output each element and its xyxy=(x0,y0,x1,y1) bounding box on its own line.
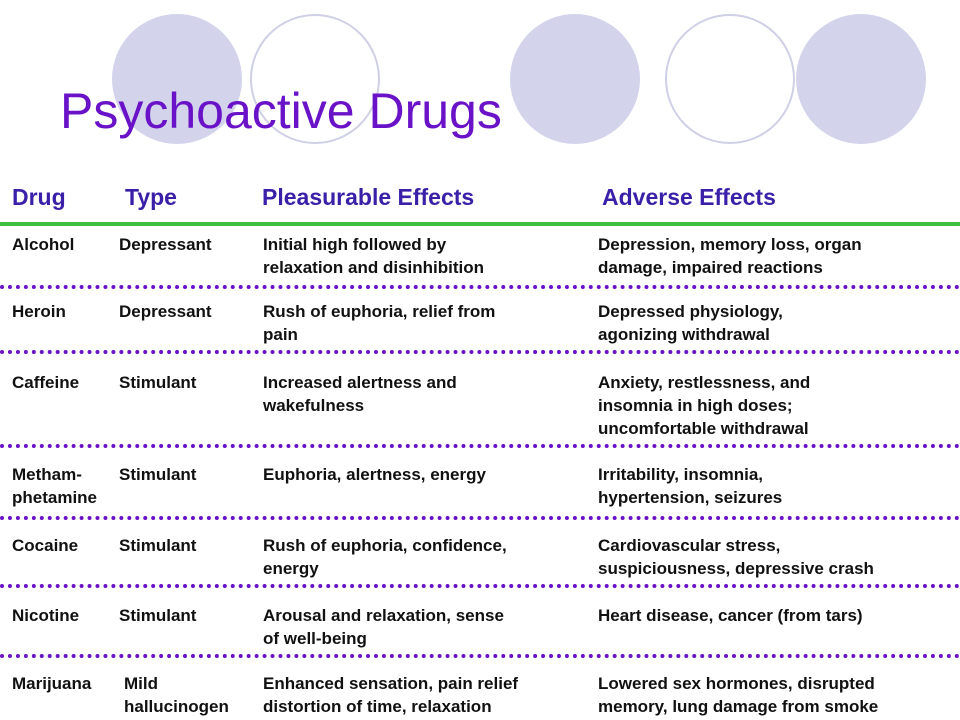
cell-line xyxy=(12,627,79,650)
cell-line xyxy=(12,323,66,346)
cell-line: Depressant xyxy=(119,235,212,254)
cell-adverse xyxy=(598,233,862,279)
cell-pleasurable xyxy=(263,463,486,509)
cell-drug xyxy=(12,300,66,346)
cell-line: Enhanced sensation, pain relief xyxy=(263,674,519,693)
cell-line xyxy=(263,486,486,509)
slide-title: Psychoactive Drugs xyxy=(60,83,502,139)
cell-line xyxy=(119,323,212,346)
cell-pleasurable xyxy=(263,534,507,580)
cell-type xyxy=(119,604,196,650)
cell-line: suspiciousness, depressive crash xyxy=(598,559,874,578)
cell-type xyxy=(119,371,196,417)
cell-line: Euphoria, alertness, energy xyxy=(263,465,486,484)
cell-line: wakefulness xyxy=(263,396,365,415)
cell-line: memory, lung damage from smoke xyxy=(598,697,879,716)
cell-type xyxy=(119,233,212,279)
cell-line: insomnia in high doses; xyxy=(598,396,793,415)
cell-line: Arousal and relaxation, sense xyxy=(263,606,504,625)
cell-line: uncomfortable withdrawal xyxy=(598,419,809,438)
cell-adverse xyxy=(598,672,878,718)
cell-line: relaxation and disinhibition xyxy=(263,258,485,277)
cell-pleasurable xyxy=(263,672,518,718)
decorative-circle xyxy=(510,14,640,144)
cell-line: Marijuana xyxy=(12,674,92,693)
cell-line: Cardiovascular stress, xyxy=(598,536,781,555)
cell-line: Rush of euphoria, confidence, xyxy=(263,536,507,555)
cell-line: energy xyxy=(263,559,319,578)
cell-drug xyxy=(12,604,79,650)
cell-type xyxy=(119,534,196,580)
decorative-circle xyxy=(796,14,926,144)
cell-line: pain xyxy=(263,325,298,344)
cell-type xyxy=(119,672,229,718)
cell-line xyxy=(598,627,863,650)
cell-line: Irritability, insomnia, xyxy=(598,465,763,484)
cell-line: Heroin xyxy=(12,302,66,321)
cell-drug xyxy=(12,672,91,718)
table-header xyxy=(0,184,960,214)
row-divider xyxy=(0,350,960,354)
cell-line xyxy=(12,394,79,417)
cell-line: of well-being xyxy=(263,629,367,648)
cell-type xyxy=(119,300,212,346)
cell-line: Cocaine xyxy=(12,536,79,555)
cell-pleasurable xyxy=(263,233,484,279)
row-divider xyxy=(0,444,960,448)
cell-line: Caffeine xyxy=(12,373,80,392)
cell-line: Stimulant xyxy=(119,465,197,484)
cell-pleasurable xyxy=(263,371,457,417)
cell-line: Heart disease, cancer (from tars) xyxy=(598,606,863,625)
cell-line: Increased alertness and xyxy=(263,373,457,392)
cell-line xyxy=(119,256,212,279)
cell-drug xyxy=(12,534,78,580)
cell-line: Depression, memory loss, organ xyxy=(598,235,862,254)
cell-line: Stimulant xyxy=(119,536,197,555)
row-divider xyxy=(0,285,960,289)
cell-type xyxy=(119,463,196,509)
cell-adverse xyxy=(598,300,783,346)
cell-line: Alcohol xyxy=(12,235,75,254)
cell-adverse xyxy=(598,463,782,509)
cell-line: hallucinogen xyxy=(124,697,229,716)
cell-adverse xyxy=(598,534,874,580)
header-adverse: Adverse Effects xyxy=(602,184,776,210)
cell-line: Stimulant xyxy=(119,606,197,625)
row-divider xyxy=(0,584,960,588)
cell-adverse xyxy=(598,371,810,440)
header-pleasurable: Pleasurable Effects xyxy=(262,184,475,210)
cell-line: Mild xyxy=(124,674,158,693)
decorative-ring xyxy=(665,14,795,144)
cell-line xyxy=(12,256,74,279)
header-divider xyxy=(0,222,960,226)
cell-line: Initial high followed by xyxy=(263,235,447,254)
row-divider xyxy=(0,654,960,658)
cell-drug xyxy=(12,233,74,279)
cell-line xyxy=(119,394,196,417)
cell-line: agonizing withdrawal xyxy=(598,325,770,344)
cell-adverse xyxy=(598,604,863,650)
cell-line: Rush of euphoria, relief from xyxy=(263,302,496,321)
header-drug: Drug xyxy=(12,184,66,210)
cell-line: hypertension, seizures xyxy=(598,488,783,507)
header-type: Type xyxy=(125,184,177,210)
cell-drug xyxy=(12,463,97,509)
cell-line: Depressant xyxy=(119,302,212,321)
cell-line: Metham- xyxy=(12,465,82,484)
cell-line: Depressed physiology, xyxy=(598,302,783,321)
row-divider xyxy=(0,516,960,520)
cell-line: distortion of time, relaxation xyxy=(263,697,492,716)
cell-line: Stimulant xyxy=(119,373,197,392)
cell-line: Anxiety, restlessness, and xyxy=(598,373,811,392)
cell-drug xyxy=(12,371,79,417)
cell-line xyxy=(119,557,196,580)
cell-line xyxy=(12,695,91,718)
cell-pleasurable xyxy=(263,300,495,346)
cell-line: Lowered sex hormones, disrupted xyxy=(598,674,875,693)
cell-line xyxy=(119,486,196,509)
cell-line: Nicotine xyxy=(12,606,80,625)
cell-line xyxy=(12,557,78,580)
cell-pleasurable xyxy=(263,604,504,650)
cell-line: phetamine xyxy=(12,488,98,507)
cell-line: damage, impaired reactions xyxy=(598,258,823,277)
cell-line xyxy=(119,627,196,650)
